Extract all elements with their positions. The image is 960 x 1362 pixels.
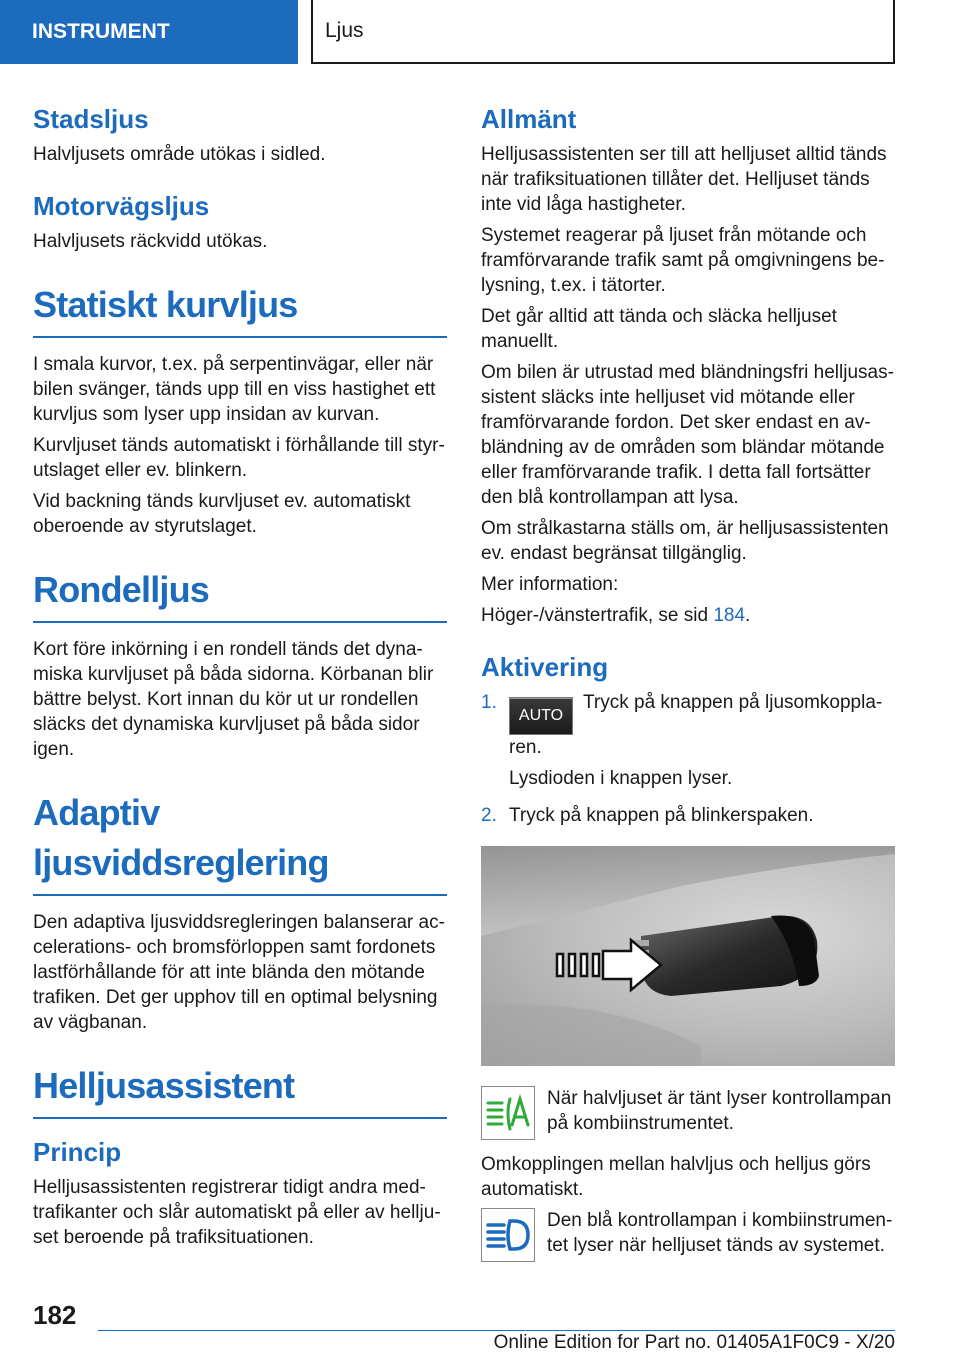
section-tab	[0, 0, 298, 64]
high-beam-indicator-icon	[481, 1208, 535, 1262]
page-number: 182	[33, 1300, 77, 1330]
paragraph: Kort före inkörning i en rondell tänds det dynamiska kurvljuset på båda sidorna. Körbanan blir bättre belyst. Kort innan du kör ut ur rondellen släcks det dynamiska kurvljuset på båda sidor igen.	[33, 639, 434, 760]
auto-button-icon: AUTO	[509, 697, 573, 735]
heading-helljusassistent: Helljusassistent	[33, 1061, 447, 1119]
paragraph: Omkopplingen mellan halvljus och helljus görs automatiskt.	[481, 1154, 871, 1200]
paragraph: Systemet reagerar på ljuset från mötande och framförvarande trafik samt på omgivningens belysning, t.ex. i tätorter.	[481, 225, 885, 296]
chapter-title: Ljus	[325, 19, 364, 42]
step-text: Tryck på knappen på ljusomkopplaren.	[509, 692, 883, 758]
paragraph: Halvljusets räckvidd utökas.	[33, 231, 268, 252]
chapter-tab	[311, 0, 895, 64]
step-number: 1.	[481, 692, 497, 713]
paragraph: Om bilen är utrustad med bländningsfri helljusassistent släcks inte helljuset vid mötande eller framförvarande fordon. Det sker endast en avbländning av de områden som bländar mötande eller framförvarande trafik. I detta fall fortsätter den blå kontrollampan att lysa.	[481, 362, 894, 508]
step-1	[481, 690, 895, 797]
page-reference-link[interactable]: 184	[713, 605, 746, 626]
indicator-row-blue	[481, 1208, 895, 1264]
turn-signal-lever-photo	[481, 846, 895, 1066]
heading-motorvagsljus: Motorvägsljus	[33, 191, 210, 221]
heading-aktivering: Aktivering	[481, 652, 609, 682]
paragraph-reference: Höger-/vänstertrafik, se sid 184.	[481, 605, 751, 626]
paragraph: Kurvljuset tänds automatiskt i förhållande till styrutslaget eller ev. blinkern.	[33, 435, 445, 481]
heading-statiskt-kurvljus: Statiskt kurvljus	[33, 280, 447, 338]
paragraph: Halvljusets område utökas i sidled.	[33, 144, 326, 165]
paragraph: Den adaptiva ljusviddsregleringen balanserar accelerations- och bromsförloppen samt fordonets lastförhållande för att inte blända den mötande trafiken. Det ger upphov till en optimal belysning av vägbanan.	[33, 912, 445, 1033]
paragraph: Helljusassistenten registrerar tidigt andra medtrafikanter och slår automatiskt på eller av helljuset beroende på trafiksituationen.	[33, 1177, 441, 1248]
heading-princip: Princip	[33, 1137, 122, 1167]
step-2	[481, 803, 895, 834]
heading-rondelljus: Rondelljus	[33, 565, 447, 623]
section-title: INSTRUMENT	[32, 20, 170, 43]
paragraph: Om strålkastarna ställs om, är helljusassistenten ev. endast begränsat tillgänglig.	[481, 518, 889, 564]
step-text: Tryck på knappen på blinkerspaken.	[509, 805, 814, 826]
indicator-row-green	[481, 1086, 895, 1142]
paragraph: Helljusassistenten ser till att helljuset alltid tänds när trafiksituationen tillåter det. Helljuset tänds inte vid låga hastigheter.	[481, 144, 887, 215]
heading-stadsljus: Stadsljus	[33, 104, 149, 134]
right-column	[481, 100, 895, 1274]
paragraph: Vid backning tänds kurvljuset ev. automatiskt oberoende av styrutslaget.	[33, 491, 411, 537]
paragraph: I smala kurvor, t.ex. på serpentinvägar, eller när bilen svänger, tänds upp till en viss hastighet ett kurvljus som lyser upp insidan av kurvan.	[33, 354, 436, 425]
paragraph: Det går alltid att tända och släcka helljuset manuellt.	[481, 306, 837, 352]
low-beam-auto-indicator-icon	[481, 1086, 535, 1140]
footer-edition: Online Edition for Part no. 01405A1F0C9 - X/20	[493, 1332, 895, 1353]
heading-adaptiv: Adaptiv ljusviddsreglering	[33, 788, 447, 896]
step-number: 2.	[481, 805, 497, 826]
indicator-blue-text: Den blå kontrollampan i kombiinstrumentet lyser när helljuset tänds av systemet.	[547, 1210, 893, 1256]
paragraph: Mer information:	[481, 574, 619, 595]
left-column	[33, 100, 447, 1256]
step-subtext: Lysdioden i knappen lyser.	[509, 768, 733, 789]
heading-allmant: Allmänt	[481, 104, 577, 134]
indicator-green-text: När halvljuset är tänt lyser kontrollampan på kombiinstrumentet.	[547, 1088, 892, 1134]
footer-divider	[98, 1330, 895, 1331]
